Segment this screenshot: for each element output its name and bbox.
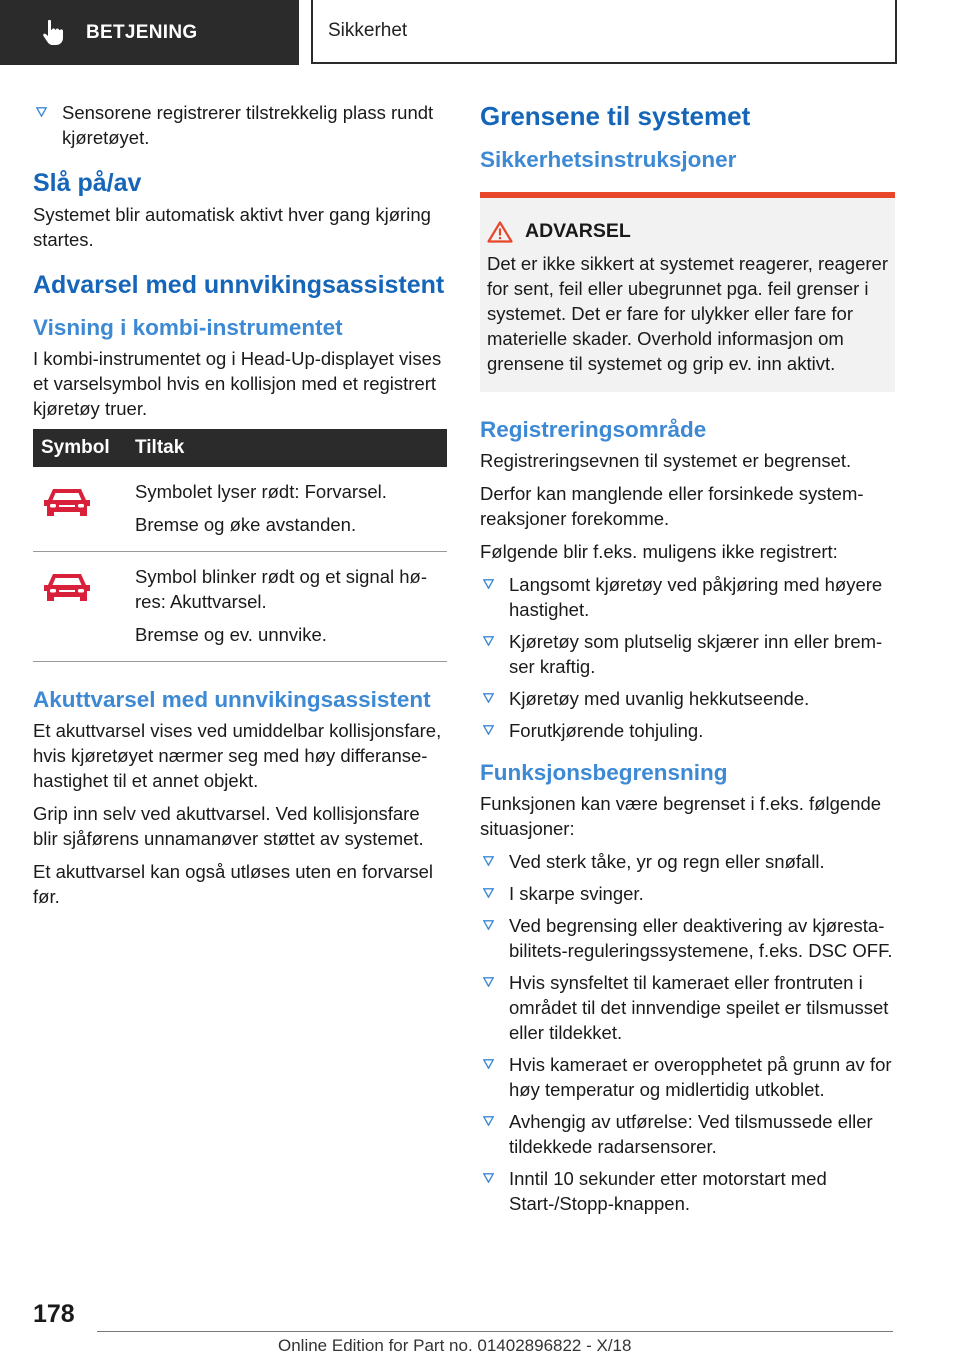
triangle-bullet-icon [483, 888, 494, 898]
table-row: Symbolet lyser rødt: Forvarsel. Bremse og øke avstanden. [33, 467, 447, 552]
right-column [480, 100, 895, 1224]
heading-advarsel: Advarsel med unnvikingsassistent [33, 271, 445, 299]
chapter-title: Sikkerhet [328, 20, 408, 41]
warning-title: ADVARSEL [525, 220, 631, 242]
registration-list [480, 572, 895, 743]
triangle-bullet-icon [36, 107, 47, 117]
heading-akutt: Akuttvarsel med unnvikingsassistent [33, 687, 431, 712]
red-car-icon [41, 568, 93, 608]
akutt-text-2: Grip inn selv ved akuttvarsel. Ved kollisjonsfare blir sjåførens unnamanøver støttet av systemet. [33, 803, 424, 849]
reg-text-2: Derfor kan manglende eller forsinkede systemreaksjoner forekomme. [480, 483, 864, 529]
table-header-symbol: Symbol [33, 429, 135, 467]
sla-text: Systemet blir automatisk aktivt hver gang kjøring startes. [33, 204, 431, 250]
triangle-bullet-icon [483, 725, 494, 735]
list-item: Inntil 10 sekunder etter motorstart med Start-/Stopp-knappen. [480, 1166, 895, 1216]
visning-text: I kombi-instrumentet og i Head-Up-displayet vises et varselsymbol hvis en kollisjon med et registrert kjøretøy truer. [33, 348, 442, 419]
triangle-bullet-icon [483, 1059, 494, 1069]
intro-list [33, 100, 447, 150]
triangle-bullet-icon [483, 636, 494, 646]
warning-text: Det er ikke sikkert at systemet reagerer, reagerer for sent, feil eller ubegrunnet pga. feil grenser i systemet. Det er fare for ulykker eller fare for materielle skader. Overhold informasjon om grensene til systemet og grip ev. inn aktivt. [487, 253, 888, 374]
triangle-bullet-icon [483, 1116, 494, 1126]
list-item: Sensorene registrerer tilstrekkelig plass rundt kjøretøyet. [33, 100, 447, 150]
hand-pointer-icon [40, 19, 66, 47]
red-car-icon [41, 483, 93, 523]
function-list [480, 849, 895, 1216]
footer-divider [97, 1331, 893, 1332]
akutt-text-1: Et akuttvarsel vises ved umiddelbar kollisjonsfare, hvis kjøretøyet nærmer seg med høy differansehastighet til et annet objekt. [33, 720, 442, 791]
symbol-table [33, 429, 447, 662]
triangle-bullet-icon [483, 856, 494, 866]
funk-text: Funksjonen kan være begrenset i f.eks. følgende situasjoner: [480, 793, 882, 839]
edition-text: Online Edition for Part no. 01402896822 - X/18 [278, 1336, 632, 1355]
page-number: 178 [33, 1300, 75, 1328]
table-row: Symbol blinker rødt og et signal høres: Akuttvarsel. Bremse og ev. unnvike. [33, 552, 447, 662]
heading-funksjon: Funksjonsbegrensning [480, 760, 728, 785]
list-item: Hvis kameraet er overopphetet på grunn av for høy temperatur og midlertidig utkoblet. [480, 1052, 895, 1102]
triangle-bullet-icon [483, 1173, 494, 1183]
list-item: Langsomt kjøretøy ved påkjøring med høyere hastighet. [480, 572, 895, 622]
list-item: Kjøretøy med uvanlig hekkutseende. [480, 686, 895, 711]
triangle-bullet-icon [483, 920, 494, 930]
warning-box [480, 192, 895, 392]
list-item: Hvis synsfeltet til kameraet eller frontruten i området til det innvendige speilet er tilsmusset eller tildekket. [480, 970, 895, 1045]
list-item: Avhengig av utførelse: Ved tilsmussede eller tildekkede radarsensorer. [480, 1109, 895, 1159]
heading-sla: Slå på/av [33, 169, 142, 197]
chapter-header [311, 0, 897, 64]
section-tab [0, 0, 299, 65]
list-item: Ved begrensing eller deaktivering av kjørestabilitets-reguleringssystemene, f.eks. DSC OFF. [480, 913, 895, 963]
heading-visning: Visning i kombi-instrumentet [33, 315, 343, 340]
list-item: Forutkjørende tohjuling. [480, 718, 895, 743]
heading-sikkerhet: Sikkerhetsinstruksjoner [480, 147, 737, 172]
akutt-text-3: Et akuttvarsel kan også utløses uten en forvarsel før. [33, 861, 434, 907]
reg-text-3: Følgende blir f.eks. muligens ikke registrert: [480, 541, 838, 562]
triangle-bullet-icon [483, 693, 494, 703]
heading-registrering: Registreringsområde [480, 417, 707, 442]
table-header-tiltak: Tiltak [135, 429, 447, 467]
list-item: Kjøretøy som plutselig skjærer inn eller bremser kraftig. [480, 629, 895, 679]
reg-text-1: Registreringsevnen til systemet er begrenset. [480, 450, 852, 471]
triangle-bullet-icon [483, 977, 494, 987]
warning-triangle-icon [487, 221, 513, 243]
list-item: I skarpe svinger. [480, 881, 895, 906]
section-label: BETJENING [86, 21, 198, 43]
list-item: Ved sterk tåke, yr og regn eller snøfall. [480, 849, 895, 874]
left-column [33, 100, 447, 917]
heading-grensene: Grensene til systemet [480, 101, 751, 131]
triangle-bullet-icon [483, 579, 494, 589]
